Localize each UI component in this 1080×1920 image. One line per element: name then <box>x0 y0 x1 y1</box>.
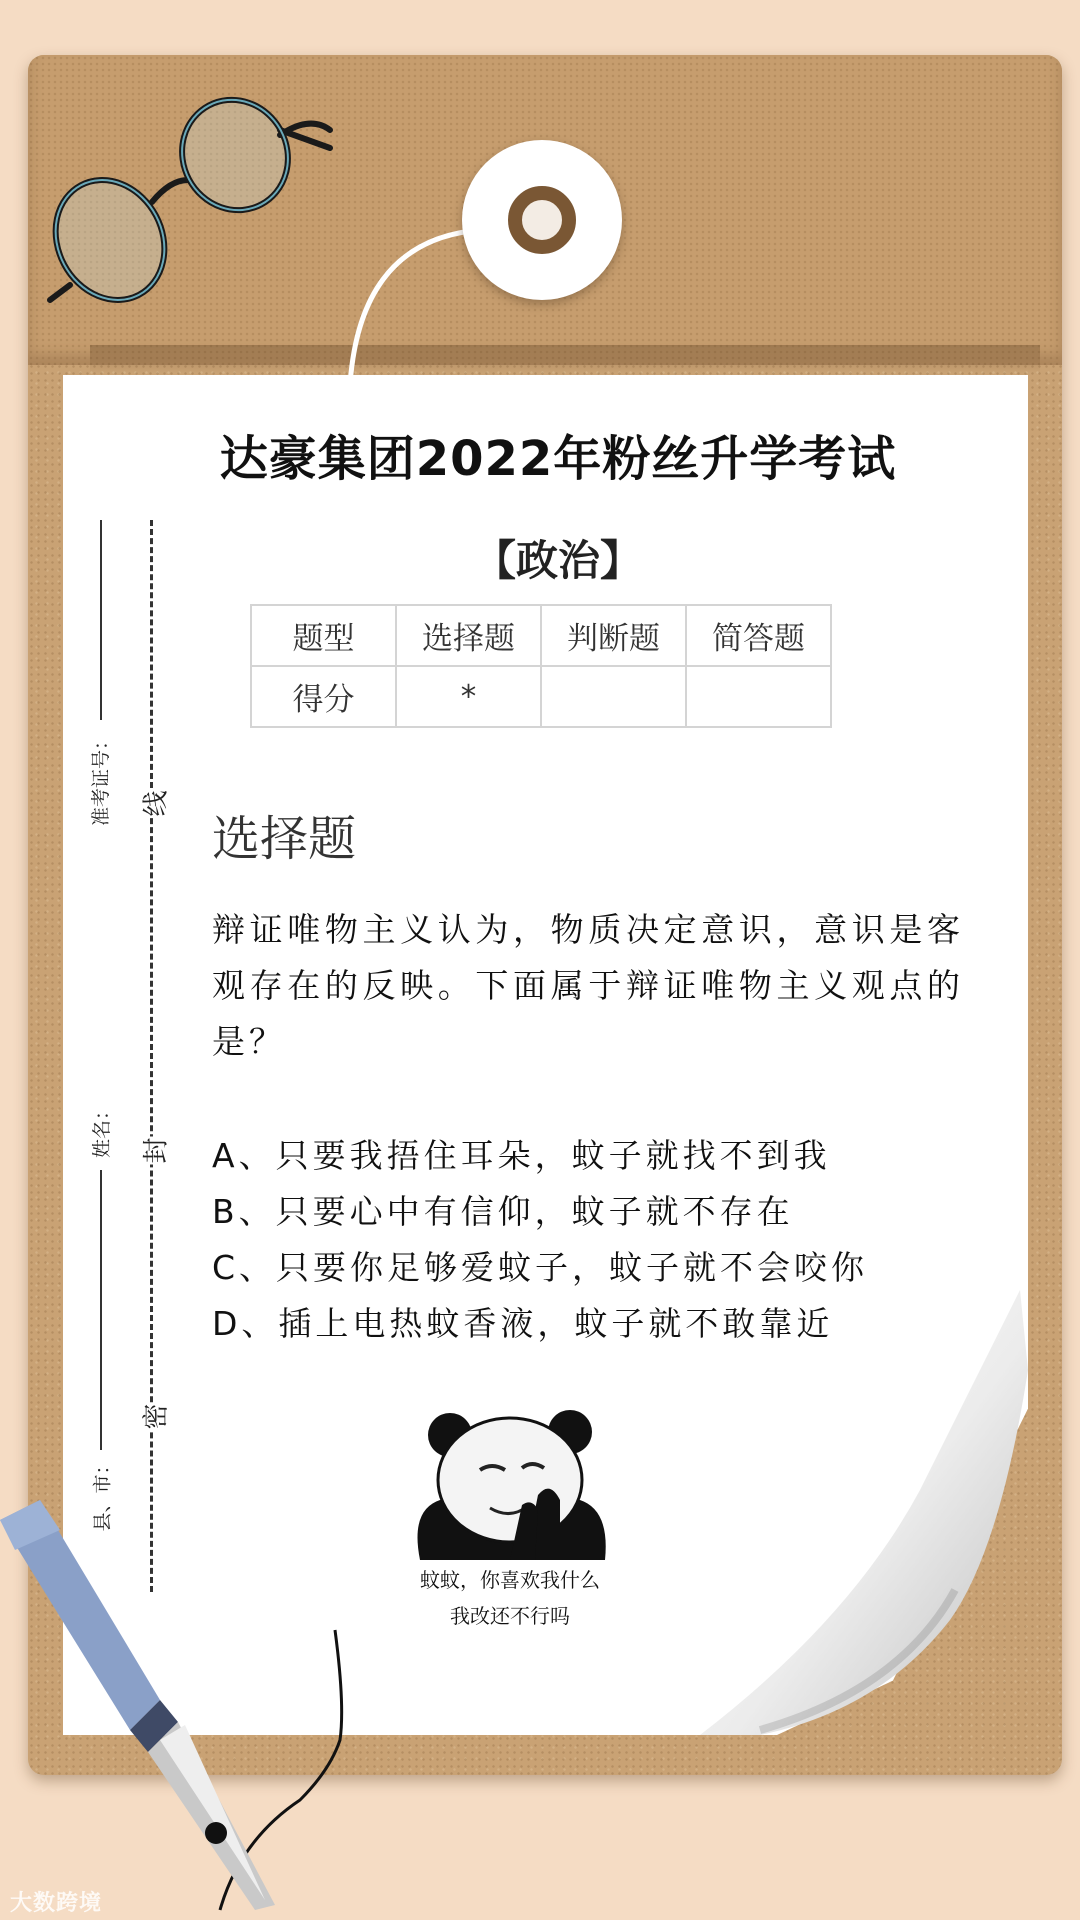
option-c: C、只要你足够爱蚊子，蚊子就不会咬你 <box>212 1248 869 1287</box>
page-curl <box>700 1290 1030 1740</box>
table-cell: 判断题 <box>541 605 686 666</box>
table-cell: 选择题 <box>396 605 541 666</box>
table-cell <box>686 666 831 727</box>
option-d: D、插上电热蚊香液，蚊子就不敢靠近 <box>212 1304 834 1343</box>
meme-caption-line2: 我改还不行吗 <box>450 1604 570 1628</box>
fountain-pen-icon <box>0 1500 380 1920</box>
glasses-icon <box>30 90 350 330</box>
county-city-label: 县、市： <box>91 1455 114 1532</box>
exam-title: 达豪集团2022年粉丝升学考试 <box>219 431 897 487</box>
table-cell <box>541 666 686 727</box>
name-label: 姓名： <box>91 1100 114 1159</box>
option-b: B、只要心中有信仰，蚊子就不存在 <box>212 1192 794 1231</box>
watermark: 大数跨境 <box>10 1891 103 1916</box>
table-cell: 题型 <box>251 605 396 666</box>
envelope-button-center <box>508 186 576 254</box>
meme-caption-line1: 蚊蚊，你喜欢我什么 <box>420 1568 600 1592</box>
table-row <box>251 666 831 727</box>
meme-caption <box>350 1562 670 1634</box>
question-text: 辩证唯物主义认为，物质决定意识，意识是客观存在的反映。下面属于辩证唯物主义观点的是？ <box>212 910 964 1061</box>
county-line <box>100 1400 102 1450</box>
seal-char-line: 线 <box>136 790 173 818</box>
option-a: A、只要我捂住耳朵，蚊子就找不到我 <box>212 1136 831 1175</box>
section-heading: 选择题 <box>212 811 357 867</box>
option-list <box>212 1128 992 1352</box>
seal-dashed-line <box>150 520 153 1592</box>
exam-subject: 【政治】 <box>473 536 642 585</box>
exam-id-line <box>100 520 102 720</box>
table-cell: 简答题 <box>686 605 831 666</box>
seal-char-seal: 封 <box>136 1137 173 1165</box>
flap-shadow <box>90 345 1040 373</box>
table-cell: 得分 <box>251 666 396 727</box>
panda-meme-icon <box>410 1410 610 1560</box>
exam-id-label: 准考证号： <box>90 730 113 827</box>
table-cell: * <box>396 666 541 727</box>
table-row <box>251 605 831 666</box>
name-line <box>100 1170 102 1420</box>
seal-char-secret: 密 <box>136 1403 173 1431</box>
score-table <box>250 604 832 728</box>
